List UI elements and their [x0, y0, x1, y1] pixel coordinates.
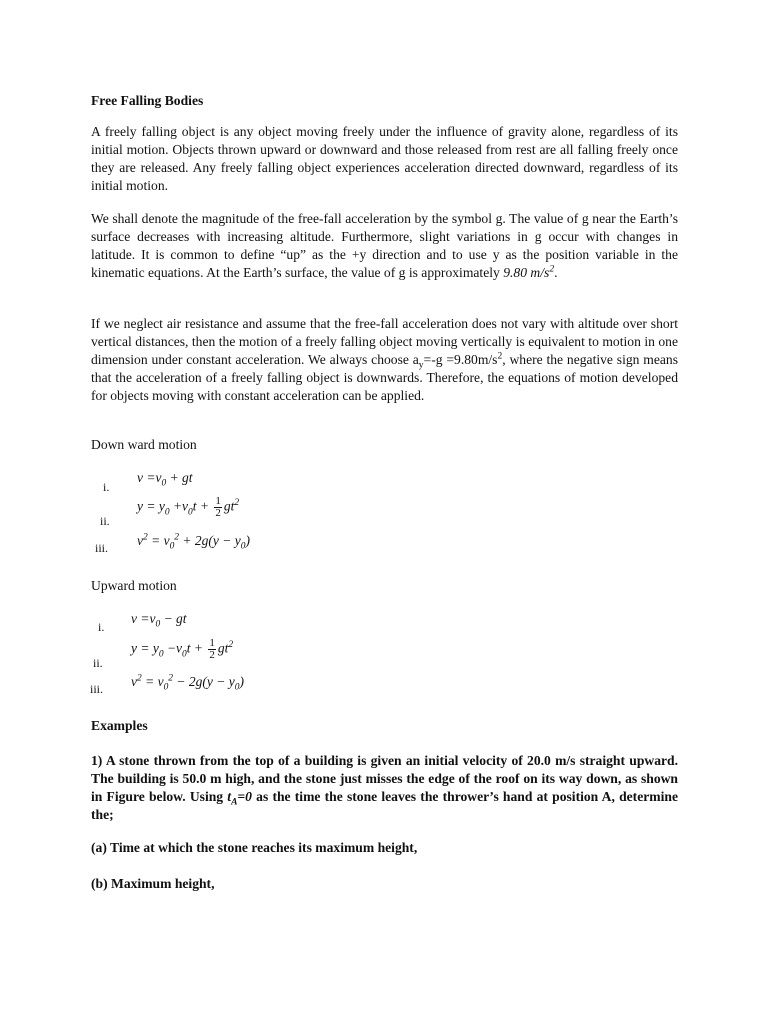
upward-equation-1	[98, 611, 398, 637]
equation-label: i.	[103, 480, 110, 494]
equation-label: iii.	[90, 682, 104, 696]
downward-equation-3	[95, 533, 395, 559]
equation-position-time: $y = y_0 -v_0t$ + $\frac{1}{2}$ $gt^2$	[131, 637, 234, 661]
paragraph-text: We shall denote the magnitude of the free-fall acceleration by the symbol g. The value of g near the Earth’s surface decreases with increasing altitude. Furthermore, slight variations in g occur with changes in latitude. It is common to define “up” as the +y direction and to use y as the position variable in the kinematic equations. At the Earth’s surface, the value of g is approximately	[91, 211, 678, 280]
example-problem-1: 1) A stone thrown from the top of a building is given an initial velocity of 20.0 m/s straight upward. The building is 50.0 m high, and the stone just misses the edge of the roof on its way down, as shown in Figure below. Using $t_A=0$ as the time the stone leaves the thrower’s hand at position A, determine the;	[91, 753, 678, 822]
equation-label: iii.	[95, 541, 109, 555]
upward-motion-heading: Upward motion	[91, 578, 177, 593]
equation-position-time: $y = y_0 +v_0t$ + $\frac{1}{2}$ $gt^2$	[137, 495, 240, 519]
equation-velocity-time: $v =v_0$ + gt	[137, 470, 193, 489]
examples-heading: Examples	[91, 718, 148, 733]
example-part-b: (b) Maximum height,	[91, 876, 215, 891]
time-variable: $t_A=0$	[227, 789, 252, 808]
paragraph-free-fall-acceleration: We shall denote the magnitude of the free-fall acceleration by the symbol g. The value of g near the Earth’s surface decreases with increasing altitude. Furthermore, slight variations in g occur with changes in latitude. It is common to define “up” as the +y direction and to use y as the position variable in the kinematic equations. At the Earth’s surface, the value of g is approximately 9.80 $m/s^2$.	[91, 211, 678, 280]
equation-label: ii.	[93, 656, 103, 670]
equation-label: ii.	[100, 514, 110, 528]
g-value: 9.80 $m/s^2$	[503, 264, 555, 280]
downward-equation-1	[103, 470, 403, 496]
equation-velocity-position: $v^2 = v_0^2 - 2g(y - y_0)$	[131, 673, 244, 693]
page-title: Free Falling Bodies	[91, 93, 204, 108]
equation-velocity-time: $v =v_0$ − gt	[131, 611, 187, 630]
downward-equation-2	[100, 494, 400, 528]
a-subscript: y	[418, 360, 424, 371]
equation-label: i.	[98, 620, 105, 634]
upward-equation-3	[90, 674, 390, 700]
example-part-a: (a) Time at which the stone reaches its maximum height,	[91, 840, 418, 855]
upward-equation-2	[93, 636, 393, 670]
downward-motion-heading: Down ward motion	[91, 437, 197, 452]
paragraph-free-fall-definition: A freely falling object is any object moving freely under the influence of gravity alone, regardless of its initial motion. Objects thrown upward or downward and those released from rest are all falling freely once they are released. Any freely falling object experiences acceleration directed downward, regardless of its initial motion.	[91, 124, 678, 193]
paragraph-constant-acceleration: If we neglect air resistance and assume that the free-fall acceleration does not vary with altitude over short vertical distances, then the motion of a freely falling object moving vertically is equivalent to motion in one dimension under constant acceleration. We always choose $a_y=-g =9.80m/s^2$, where the negative sign means that the acceleration of a freely falling object is downwards. Therefore, the equations of motion developed for objects moving with constant acceleration can be applied.	[91, 316, 679, 403]
equation-velocity-position: $v^2 = v_0^2 + 2g(y - y_0)$	[137, 532, 250, 552]
